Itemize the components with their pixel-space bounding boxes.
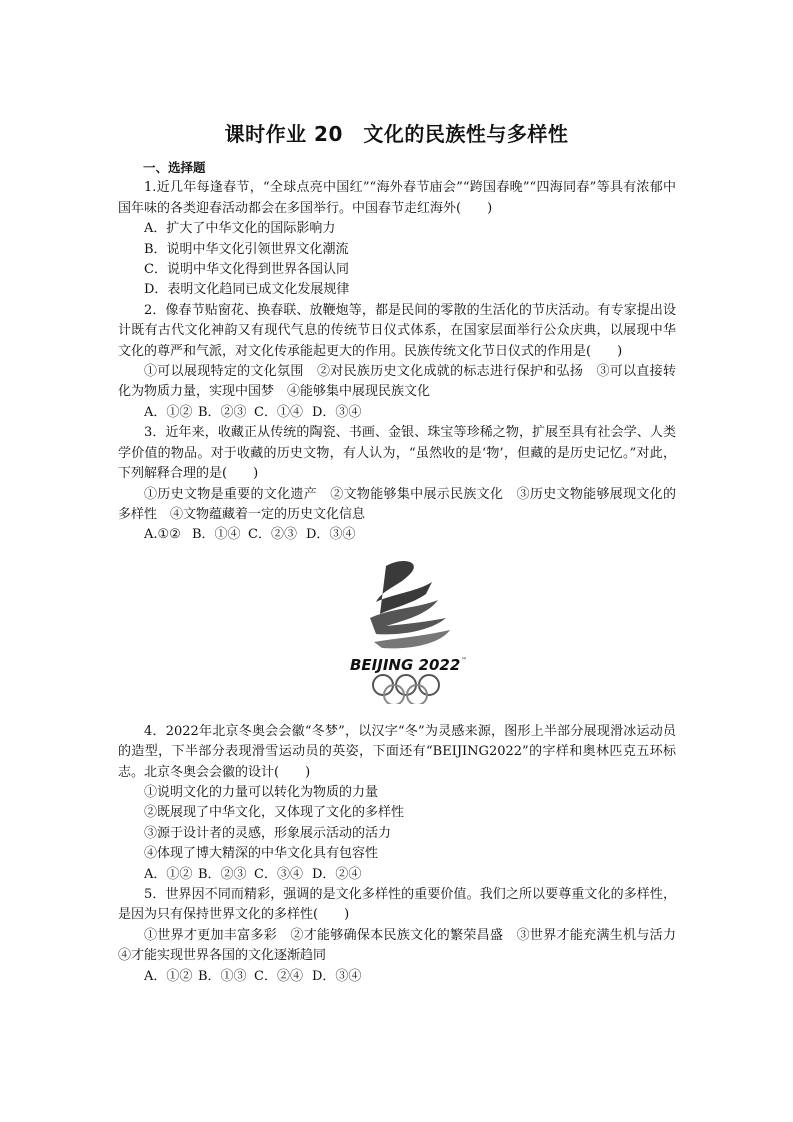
question-2-option-d: D．③④	[312, 404, 362, 420]
question-4-statement-1: ①说明文化的力量可以转化为物质的力量	[144, 784, 379, 800]
question-3-option-c: C．②③	[248, 527, 297, 543]
winter-dream-glyph-icon	[370, 561, 450, 648]
question-4-option-a: A．①②	[144, 866, 193, 882]
logo-trademark: ™	[461, 656, 467, 664]
question-content	[118, 158, 690, 987]
question-3-statements: ①历史文物是重要的文化遗产 ②文物能够集中展示民族文化 ③历史文物能够展现文化的多样性 ④文物蕴藏着一定的历史文化信息	[118, 486, 676, 522]
question-4-option-b: B．②③	[198, 866, 247, 882]
question-5-stem: 5．世界因不同而精彩，强调的是文化多样性的重要价值。我们之所以要尊重文化的多样性，是因为只有保持世界文化的多样性( )	[118, 886, 676, 923]
question-2-option-a: A．①②	[144, 404, 193, 420]
beijing-2022-emblem	[346, 552, 476, 704]
question-1-stem: 1.近几年每逢春节，“全球点亮中国红”“海外春节庙会”“跨国春晚”“四海同春”等具有浓郁中国年味的各类迎春活动都会在多国举行。中国春节走红海外( )	[118, 180, 676, 216]
question-4-option-c: C．③④	[254, 866, 303, 882]
logo-area	[118, 546, 676, 674]
question-4-statement-4: ④体现了博大精深的中华文化具有包容性	[144, 846, 379, 862]
question-1-option-a: A．扩大了中华文化的国际影响力	[144, 221, 336, 237]
section-heading: 一、选择题	[143, 160, 206, 175]
question-3-option-b: B．①④	[192, 527, 241, 543]
question-2-option-c: C．①④	[254, 404, 303, 420]
question-2-option-b: B．②③	[198, 404, 247, 420]
question-4-statement-3: ③源于设计者的灵感，形象展示活动的活力	[144, 825, 392, 841]
question-1-option-d: D．表明文化趋同已成文化发展规律	[144, 282, 350, 298]
logo-wordmark: BEIJING 2022	[350, 655, 461, 674]
question-5-option-d: D．③④	[312, 968, 362, 984]
question-5-option-b: B．①③	[198, 968, 247, 984]
question-5-options	[118, 967, 676, 987]
question-5-option-a: A．①②	[144, 968, 193, 984]
question-3-option-d: D．③④	[306, 527, 356, 543]
question-5-statements: ①世界才更加丰富多彩 ②才能够确保本民族文化的繁荣昌盛 ③世界才能充满生机与活力 ④才能实现世界各国的文化逐渐趋同	[118, 927, 690, 964]
question-3-option-a: A.①②	[144, 527, 181, 543]
olympic-rings-icon	[373, 675, 439, 704]
question-4-options	[118, 865, 676, 885]
question-1-option-b: B．说明中华文化引领世界文化潮流	[144, 241, 349, 257]
question-4-option-d: D．②④	[312, 866, 362, 882]
question-3-stem: 3．近年来，收藏正从传统的陶瓷、书画、金银、珠宝等珍稀之物，扩展至具有社会学、人类学价值的物品。对于收藏的历史文物，有人认为，“虽然收的是‘物’，但藏的是历史记忆。”对此，下列解释合理的是( )	[118, 425, 676, 482]
question-4-stem: 4．2022年北京冬奥会会徽“冬梦”，以汉字“冬”为灵感来源，图形上半部分展现滑冰运动员的造型，下半部分表现滑雪运动员的英姿，下面还有“BEIJING2022”的字样和奥林匹克五环标志。北京冬奥会会徽的设计( )	[118, 723, 676, 780]
question-2-stem: 2．像春节贴窗花、换春联、放鞭炮等，都是民间的零散的生活化的节庆活动。有专家提出设计既有古代文化神韵又有现代气息的传统节日仪式体系，在国家层面举行公众庆典，以展现中华文化的尊严和气派，对文化传承能起更大的作用。民族传统文化节日仪式的作用是( )	[118, 302, 676, 359]
question-2-options	[118, 403, 676, 423]
question-1-option-c: C．说明中华文化得到世界各国认同	[144, 262, 349, 278]
question-3-options	[118, 525, 676, 545]
question-5-option-c: C．②④	[254, 968, 303, 984]
question-2-statements: ①可以展现特定的文化氛围 ②对民族历史文化成就的标志进行保护和弘扬 ③可以直接转化为物质力量，实现中国梦 ④能够集中展现民族文化	[118, 364, 676, 400]
page-title: 课时作业 20 文化的民族性与多样性	[224, 122, 569, 146]
question-4-statement-2: ②既展现了中华文化，又体现了文化的多样性	[144, 805, 405, 821]
